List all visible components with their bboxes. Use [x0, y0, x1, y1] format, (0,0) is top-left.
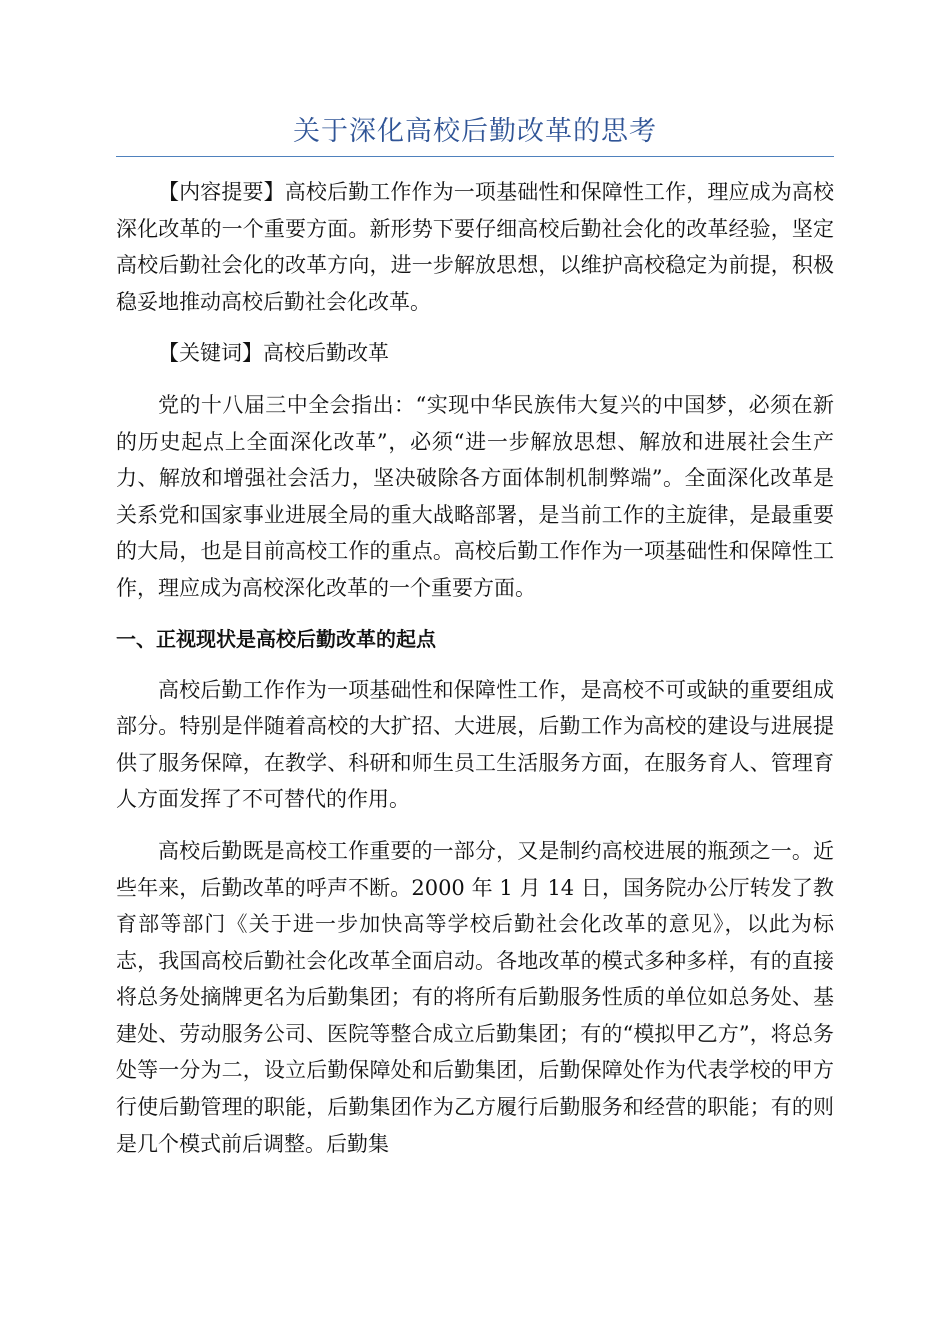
document-title: 关于深化高校后勤改革的思考: [293, 116, 657, 147]
title-underline: [116, 156, 834, 157]
section-paragraph: 高校后勤工作作为一项基础性和保障性工作，是高校不可或缺的重要组成部分。特别是伴随着高校的大扩招、大进展，后勤工作为高校的建设与进展提供了服务保障，在教学、科研和师生员工生活服务方面，在服务育人、管理育人方面发挥了不可替代的作用。: [116, 677, 834, 812]
section-paragraph: 高校后勤既是高校工作重要的一部分，又是制约高校进展的瓶颈之一。近些年来，后勤改革的呼声不断。2000 年 1 月 14 日，国务院办公厅转发了教育部等部门《关于进一步加快高等学校后勤社会化改革的意见》，以此为标志，我国高校后勤社会化改革全面启动。各地改革的模式多种多样，有的直接将总务处摘牌更名为后勤集团；有的将所有后勤服务性质的单位如总务处、基建处、劳动服务公司、医院等整合成立后勤集团；有的“模拟甲乙方”，将总务处等一分为二，设立后勤保障处和后勤集团，后勤保障处作为代表学校的甲方行使后勤管理的职能，后勤集团作为乙方履行后勤服务和经营的职能；有的则是几个模式前后调整。后勤集: [116, 838, 834, 1156]
abstract-paragraph: 【内容提要】高校后勤工作作为一项基础性和保障性工作，理应成为高校深化改革的一个重要方面。新形势下要仔细高校后勤社会化的改革经验，坚定高校后勤社会化的改革方向，进一步解放思想，以维护高校稳定为前提，积极稳妥地推动高校后勤社会化改革。: [116, 180, 834, 314]
document-body: [116, 174, 834, 1162]
keywords-paragraph: 【关键词】高校后勤改革: [158, 341, 389, 366]
section-heading: 一、正视现状是高校后勤改革的起点: [116, 626, 436, 651]
intro-paragraph: 党的十八届三中全会指出：“实现中华民族伟大复兴的中国梦，必须在新的历史起点上全面深化改革”，必须“进一步解放思想、解放和进展社会生产力、解放和增强社会活力，坚决破除各方面体制机制弊端”。全面深化改革是关系党和国家事业进展全局的重大战略部署，是当前工作的主旋律，是最重要的大局，也是目前高校工作的重点。高校后勤工作作为一项基础性和保障性工作，理应成为高校深化改革的一个重要方面。: [116, 392, 834, 600]
